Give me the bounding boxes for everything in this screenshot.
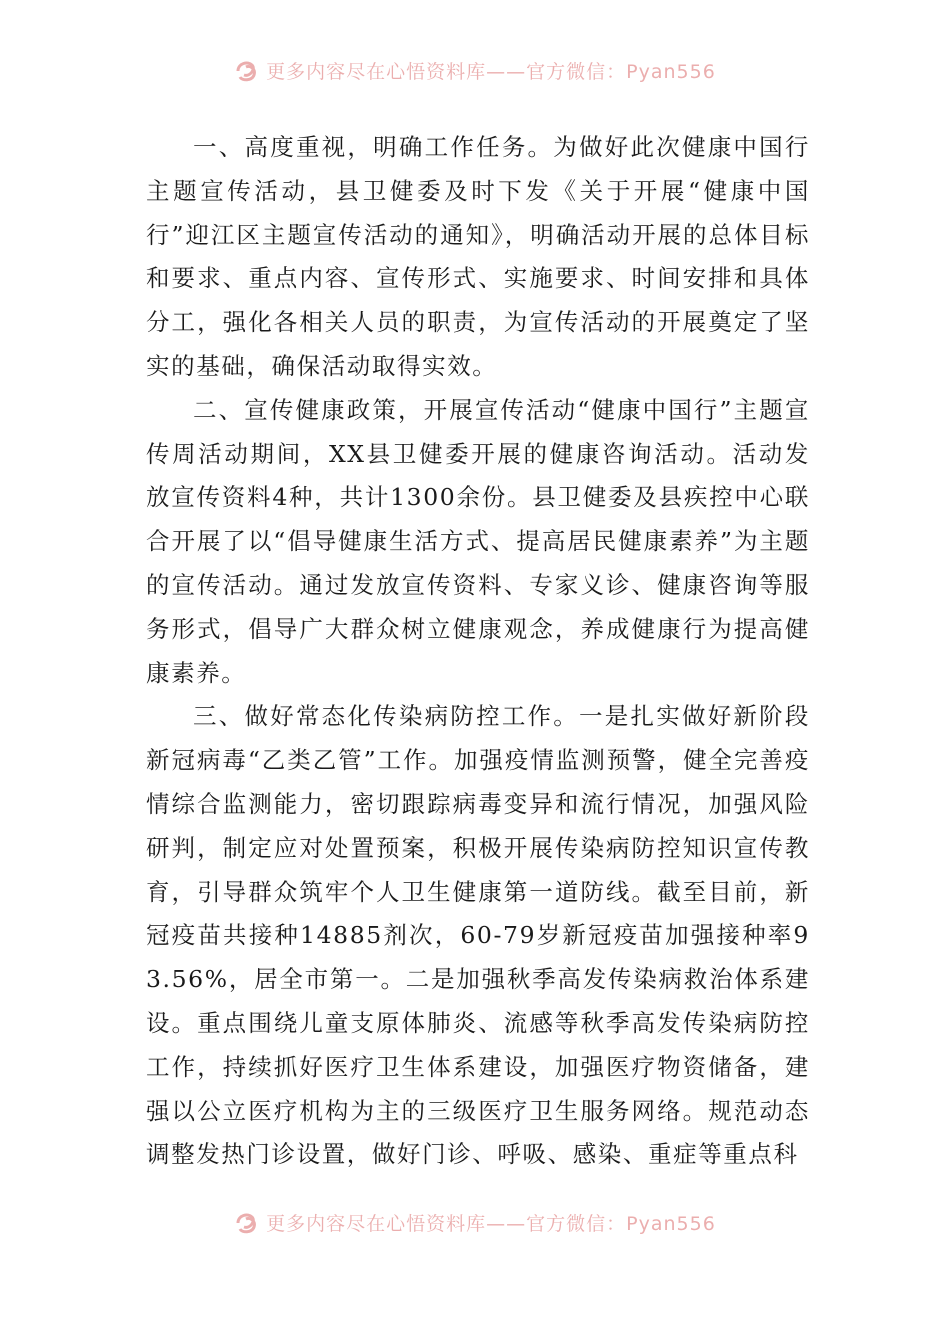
watermark-logo-icon (234, 1209, 260, 1235)
watermark-logo-icon (234, 57, 260, 83)
paragraph-2: 二、宣传健康政策，开展宣传活动“健康中国行”主题宣传周活动期间，XX县卫健委开展的健康咨询活动。活动发放宣传资料4种，共计1300余份。县卫健委及县疾控中心联合开展了以“倡导健康生活方式、提高居民健康素养”为主题的宣传活动。通过发放宣传资料、专家义诊、健康咨询等服务形式，倡导广大群众树立健康观念，养成健康行为提高健康素养。 (146, 395, 810, 687)
footer-watermark (0, 1202, 950, 1242)
paragraph-1: 一、高度重视，明确工作任务。为做好此次健康中国行主题宣传活动，县卫健委及时下发《关于开展“健康中国行”迎江区主题宣传活动的通知》，明确活动开展的总体目标和要求、重点内容、宣传形式、实施要求、时间安排和具体分工，强化各相关人员的职责，为宣传活动的开展奠定了坚实的基础，确保活动取得实效。 (146, 133, 810, 380)
paragraph-3: 三、做好常态化传染病防控工作。一是扎实做好新阶段新冠病毒“乙类乙管”工作。加强疫情监测预警，健全完善疫情综合监测能力，密切跟踪病毒变异和流行情况，加强风险研判，制定应对处置预案，积极开展传染病防控知识宣传教育，引导群众筑牢个人卫生健康第一道防线。截至目前，新冠疫苗共接种14885剂次，60-79岁新冠疫苗加强接种率93.56%，居全市第一。二是加强秋季高发传染病救治体系建设。重点围绕儿童支原体肺炎、流感等秋季高发传染病防控工作，持续抓好医疗卫生体系建设，加强医疗物资储备，建强以公立医疗机构为主的三级医疗卫生服务网络。规范动态调整发热门诊设置，做好门诊、呼吸、感染、重症等重点科 (146, 702, 810, 1169)
header-watermark (0, 50, 950, 90)
document-body (146, 126, 810, 1177)
watermark-text: 更多内容尽在心悟资料库——官方微信：Pyan556 (266, 60, 716, 83)
watermark-text: 更多内容尽在心悟资料库——官方微信：Pyan556 (266, 1212, 716, 1235)
